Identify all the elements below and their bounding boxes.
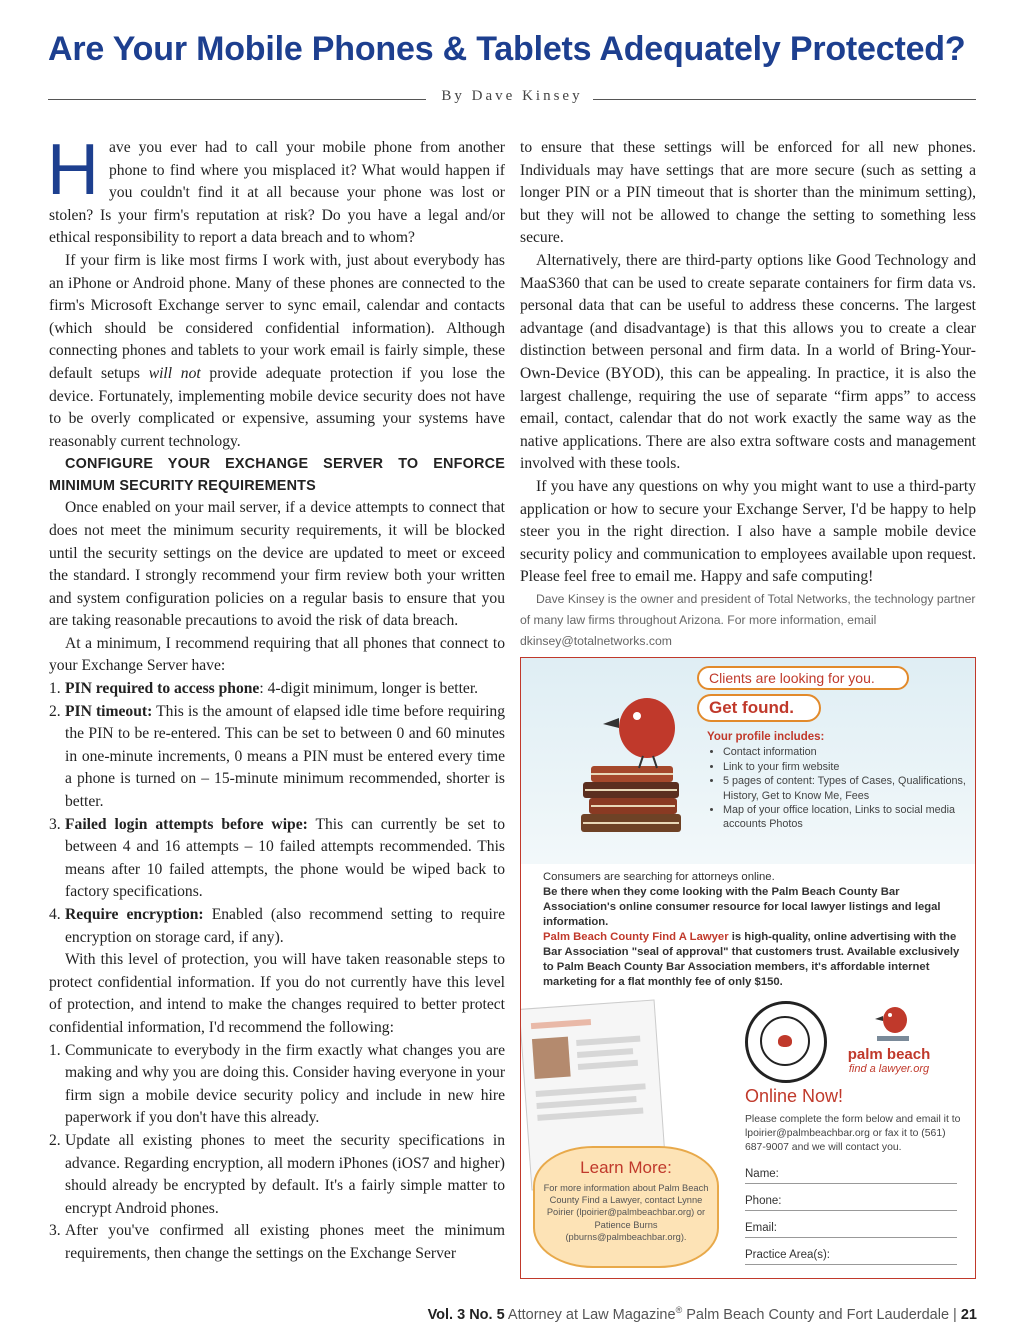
pbc-text: is high-quality, online advertising with the Bar Association "seal of approval" that customers trust. Available exclusively to Palm Beach County Bar Association members, it's affordable internet marketing for a flat monthly fee of only $150. — [543, 931, 960, 988]
list-item-bold: Failed login attempts before wipe: — [65, 815, 308, 833]
list-item: • 5 pages of content: Types of Cases, Qualifications, History, Get to Know Me, Fees — [723, 774, 967, 803]
list-number: 4. — [49, 906, 61, 923]
byline-row — [48, 88, 976, 110]
paragraph-minimum: At a minimum, I recommend requiring that all phones that connect to your Exchange Server have: — [49, 634, 505, 675]
right-column — [520, 137, 976, 652]
online-now-heading: Online Now! — [745, 1086, 844, 1106]
learn-more-heading: Learn More: — [580, 1158, 672, 1177]
name-field[interactable]: Name: — [745, 1168, 957, 1184]
drop-cap: H — [47, 130, 99, 210]
paragraph-firms-emphasis: will not — [148, 364, 201, 382]
list-number: 2. — [49, 1131, 61, 1149]
page-footer — [0, 1305, 977, 1323]
online-now-description: Please complete the form below and email it to lpoirier@palmbeachbar.org or fax it to (561) 687-9007 and we will contact you. — [745, 1114, 961, 1153]
list-item: • Map of your office location, Links to social media accounts Photos — [723, 803, 967, 832]
region: Palm Beach County and Fort Lauderdale — [686, 1306, 950, 1323]
list-item-text: : 4-digit minimum, longer is better. — [259, 680, 479, 698]
learn-more-box — [533, 1146, 719, 1268]
section-subhead: CONFIGURE YOUR EXCHANGE SERVER TO ENFORCE MINIMUM SECURITY REQUIREMENTS — [49, 456, 505, 495]
list-item — [49, 904, 505, 949]
phone-field[interactable]: Phone: — [745, 1195, 957, 1211]
article-title: Are Your Mobile Phones & Tablets Adequately Protected? — [48, 30, 966, 68]
list-item-bold: PIN timeout: — [65, 702, 153, 720]
advertisement — [520, 657, 976, 1279]
ad-bubble-clients: Clients are looking for you. — [697, 666, 909, 690]
list-item-text: Update all existing phones to meet the security specifications in advance. Regarding encryption, all modern iPhones (iOS7 and higher) should already be encrypted by default. It's a fairly simple matter to encrypt Android phones. — [65, 1131, 505, 1217]
byline — [48, 88, 976, 105]
magazine-name: Attorney at Law Magazine — [507, 1306, 676, 1323]
paragraph-firms-a: If your firm is like most firms I work with, just about everybody has an iPhone or Android phone. Many of these phones are connected to the firm's Microsoft Exchange server to sync email, calendar and contacts (which should be considered confidential information). Although connecting phones and tablets to your work email is fairly simple, these default setups — [49, 251, 505, 382]
list-item-text: Enabled (also recommend setting to require encryption on storage card, if any). — [65, 906, 505, 946]
paragraph-firms-b: provide adequate protection if you lose the device. Fortunately, implementing mobile device security does not have to be overly complicated or expensive, assuming your systems have reasonably current technology. — [49, 364, 505, 450]
paragraph-continued: to ensure that these settings will be enforced for all new phones. Individuals may have settings that are more secure (such as setting a longer PIN or a PIN timeout that is shorter than the minimum setting), but they will not be allowed to change the setting to something less secure. — [520, 139, 976, 247]
steps-list — [49, 1040, 505, 1266]
list-item — [49, 1220, 505, 1265]
list-item-text: This can currently be set to between 4 and 16 attempts – 10 failed attempts recommended. This means after 10 failed attempts, the phone would be wiped back to factory specifications. — [65, 815, 505, 901]
list-number: 1. — [49, 1041, 61, 1059]
list-item — [49, 678, 505, 701]
list-item-bold: Require encryption: — [65, 906, 204, 923]
ad-bubble-get-found: Get found. — [697, 694, 821, 722]
paragraph-alternatively: Alternatively, there are third-party options like Good Technology and MaaS360 that can be used to create separate containers for firm data vs. personal data that can be useful to address these concerns. The largest advantage (and disadvantage) is that this allows you to create a clear distinction between personal and firm data. In a world of Bring-Your-Own-Device (BYOD), this can be appealing. In practice, it is also the largest challenge, requiring the use of separate “firm apps” to access email, contact, calendar that do not work exactly the same way as the native applications. There are also extra software costs and management involved with these tools. — [520, 251, 976, 473]
bird-on-books-icon — [577, 672, 697, 852]
mock-bar — [536, 1096, 636, 1109]
footer-separator: | — [953, 1306, 957, 1323]
volume-issue: Vol. 3 No. 5 — [427, 1306, 505, 1323]
list-number: 2. — [49, 702, 61, 720]
list-item — [49, 814, 505, 904]
bar-association-seal — [745, 1001, 827, 1083]
list-item-text: This is the amount of elapsed idle time before requiring the PIN to be re-entered. This can be set to between 0 and 60 minutes in one-minute increments, 0 means a PIN must be entered every time a phone is turned on – 15-minute minimum recommended, shorter is better. — [65, 702, 506, 811]
page-number: 21 — [960, 1306, 977, 1323]
byline-text: By Dave Kinsey — [431, 88, 592, 104]
registered-mark: ® — [675, 1305, 683, 1315]
list-number: 1. — [49, 680, 61, 698]
intro-text: ave you ever had to call your mobile phone from another phone to find where you misplaced it? What would happen if you couldn't find it at all because your phone was lost or stolen? Is your firm's reputation at risk? Do you have a legal and/or ethical responsibility to report a data breach and to whom? — [49, 139, 505, 247]
consumers-text — [543, 870, 963, 930]
seal-bird-icon — [778, 1035, 792, 1047]
mock-bar — [576, 1036, 640, 1046]
mock-bar — [578, 1060, 638, 1070]
consumers-line-1: Consumers are searching for attorneys online. — [543, 871, 775, 883]
learn-more-text: For more information about Palm Beach County Find a Lawyer, contact Lynne Poirier (lpoirier@palmbeachbar.org) or Patience Burns (pburns@palmbeachbar.org). — [543, 1183, 709, 1242]
logo-bird-icon — [873, 1002, 913, 1046]
mock-photo — [532, 1037, 571, 1079]
list-number: 3. — [49, 1222, 61, 1240]
mock-bar — [537, 1108, 643, 1121]
list-item: • Contact information — [723, 745, 967, 759]
paragraph-enabled: Once enabled on your mail server, if a device attempts to connect that does not meet the minimum security requirements, it will be blocked until the security settings on the device are updated to meet or exceed the standard. I strongly recommend your firm review both your written and system configuration policies on a regular basis to ensure that you are taking reasonable precautions to avoid the risk of data breach. — [49, 499, 505, 630]
paragraph-protection: With this level of protection, you will have taken reasonable steps to protect confidential information. If you do not currently have this level of protection, and intend to make the changes required to better protect confidential information, I'd recommend the following: — [49, 951, 505, 1036]
list-item — [49, 701, 505, 814]
paragraph-questions: If you have any questions on why you might want to use a third-party application or how to secure your Exchange Server, I'd be happy to help steer you in the right direction. I also have a sample mobile device security policy and communication to employees available upon request. Please feel free to email me. Happy and safe computing! — [520, 477, 976, 586]
requirements-list — [49, 678, 505, 949]
mock-bar — [536, 1083, 646, 1097]
mock-bar — [577, 1048, 633, 1058]
left-column — [47, 130, 506, 1266]
list-item-text: Communicate to everybody in the firm exactly what changes you are making and why you are doing this. Consider having everyone in your firm sign a mobile device security policy and include in new hire paperwork if you don't have this already. — [65, 1041, 506, 1127]
seal-inner — [760, 1016, 810, 1066]
practice-area-field[interactable]: Practice Area(s): — [745, 1249, 957, 1265]
logo-line-1: palm beach — [847, 1046, 931, 1063]
list-item: • Link to your firm website — [723, 760, 967, 774]
intro-paragraph — [47, 130, 505, 250]
list-number: 3. — [49, 815, 61, 833]
palm-beach-find-a-lawyer-logo — [839, 998, 939, 1075]
consumers-line-2: Be there when they come looking with the Palm Beach County Bar Association's online consumer resource for local lawyer listings and legal information. — [543, 886, 941, 928]
list-item-text: After you've confirmed all existing phones meet the minimum requirements, then change the settings on the Exchange Server — [65, 1222, 505, 1262]
profile-heading: Your profile includes: — [707, 731, 825, 743]
list-item — [49, 1040, 505, 1130]
pbc-description — [543, 930, 963, 990]
mock-bar — [531, 1019, 591, 1029]
profile-includes — [707, 730, 967, 832]
email-field[interactable]: Email: — [745, 1222, 957, 1238]
logo-line-2: find a lawyer.org — [848, 1063, 930, 1075]
list-item-bold: PIN required to access phone — [65, 680, 260, 698]
pbc-find-a-lawyer: Palm Beach County Find A Lawyer — [543, 931, 729, 943]
list-item — [49, 1130, 505, 1220]
author-bio: Dave Kinsey is the owner and president of Total Networks, the technology partner of many law firms throughout Arizona. For more information, email dkinsey@totalnetworks.com — [520, 591, 976, 648]
profile-list — [707, 745, 967, 831]
paragraph-firms — [49, 250, 505, 453]
